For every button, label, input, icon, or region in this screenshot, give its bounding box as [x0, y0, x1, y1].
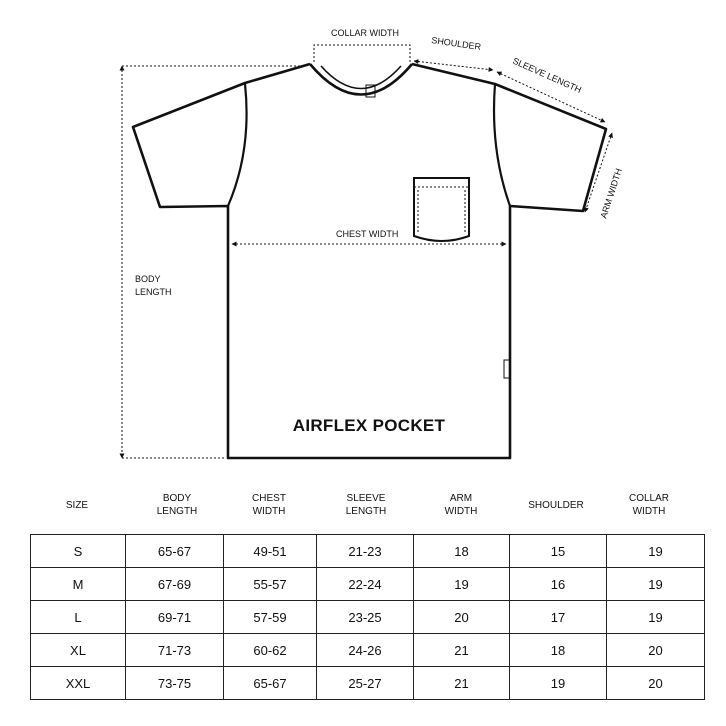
- table-row: [31, 667, 705, 700]
- cell-chest-width: 65-67: [224, 667, 317, 700]
- cell-chest-width: 60-62: [224, 634, 317, 667]
- header-chest-width: CHEST WIDTH: [252, 493, 286, 517]
- body-length-label-line2: LENGTH: [135, 287, 172, 297]
- cell-size: S: [31, 535, 126, 568]
- cell-shoulder: 19: [510, 667, 607, 700]
- cell-chest-width: 49-51: [224, 535, 317, 568]
- sleeve-length-label: SLEEVE LENGTH: [511, 55, 583, 95]
- cell-arm-width: 21: [414, 634, 510, 667]
- cell-arm-width: 18: [414, 535, 510, 568]
- collar-width-label: COLLAR WIDTH: [331, 28, 400, 38]
- cell-body-length: 67-69: [126, 568, 224, 601]
- size-chart-table: [30, 534, 705, 700]
- header-arm-width: ARM WIDTH: [444, 493, 478, 517]
- cell-shoulder: 17: [510, 601, 607, 634]
- header-sleeve-length: SLEEVE LENGTH: [345, 493, 387, 517]
- cell-sleeve-length: 22-24: [317, 568, 414, 601]
- cell-size: XXL: [31, 667, 126, 700]
- chest-pocket: [414, 178, 469, 241]
- cell-collar-width: 20: [607, 667, 705, 700]
- cell-sleeve-length: 21-23: [317, 535, 414, 568]
- table-row: [31, 568, 705, 601]
- cell-arm-width: 19: [414, 568, 510, 601]
- header-collar-width: COLLAR WIDTH: [628, 493, 669, 517]
- cell-collar-width: 19: [607, 601, 705, 634]
- cell-collar-width: 19: [607, 568, 705, 601]
- cell-arm-width: 20: [414, 601, 510, 634]
- cell-size: XL: [31, 634, 126, 667]
- cell-shoulder: 18: [510, 634, 607, 667]
- tshirt-outline: [133, 64, 606, 458]
- cell-size: L: [31, 601, 126, 634]
- header-body-length: BODY LENGTH: [156, 493, 198, 517]
- header-size: SIZE: [65, 500, 89, 511]
- table-row: [31, 634, 705, 667]
- table-row: [31, 535, 705, 568]
- shoulder-label: SHOULDER: [430, 35, 482, 52]
- cell-size: M: [31, 568, 126, 601]
- cell-arm-width: 21: [414, 667, 510, 700]
- cell-body-length: 71-73: [126, 634, 224, 667]
- cell-chest-width: 55-57: [224, 568, 317, 601]
- body-length-label-line1: BODY: [135, 274, 161, 284]
- cell-collar-width: 19: [607, 535, 705, 568]
- collar-width-measure: [314, 45, 410, 62]
- header-shoulder: SHOULDER: [528, 500, 584, 511]
- product-name: AIRFLEX POCKET: [292, 416, 446, 435]
- cell-sleeve-length: 25-27: [317, 667, 414, 700]
- cell-chest-width: 57-59: [224, 601, 317, 634]
- cell-collar-width: 20: [607, 634, 705, 667]
- chest-width-label: CHEST WIDTH: [336, 229, 399, 239]
- cell-sleeve-length: 24-26: [317, 634, 414, 667]
- cell-sleeve-length: 23-25: [317, 601, 414, 634]
- cell-shoulder: 16: [510, 568, 607, 601]
- table-row: [31, 601, 705, 634]
- cell-body-length: 73-75: [126, 667, 224, 700]
- cell-body-length: 65-67: [126, 535, 224, 568]
- arm-width-label: ARM WIDTH: [598, 167, 624, 220]
- cell-shoulder: 15: [510, 535, 607, 568]
- cell-body-length: 69-71: [126, 601, 224, 634]
